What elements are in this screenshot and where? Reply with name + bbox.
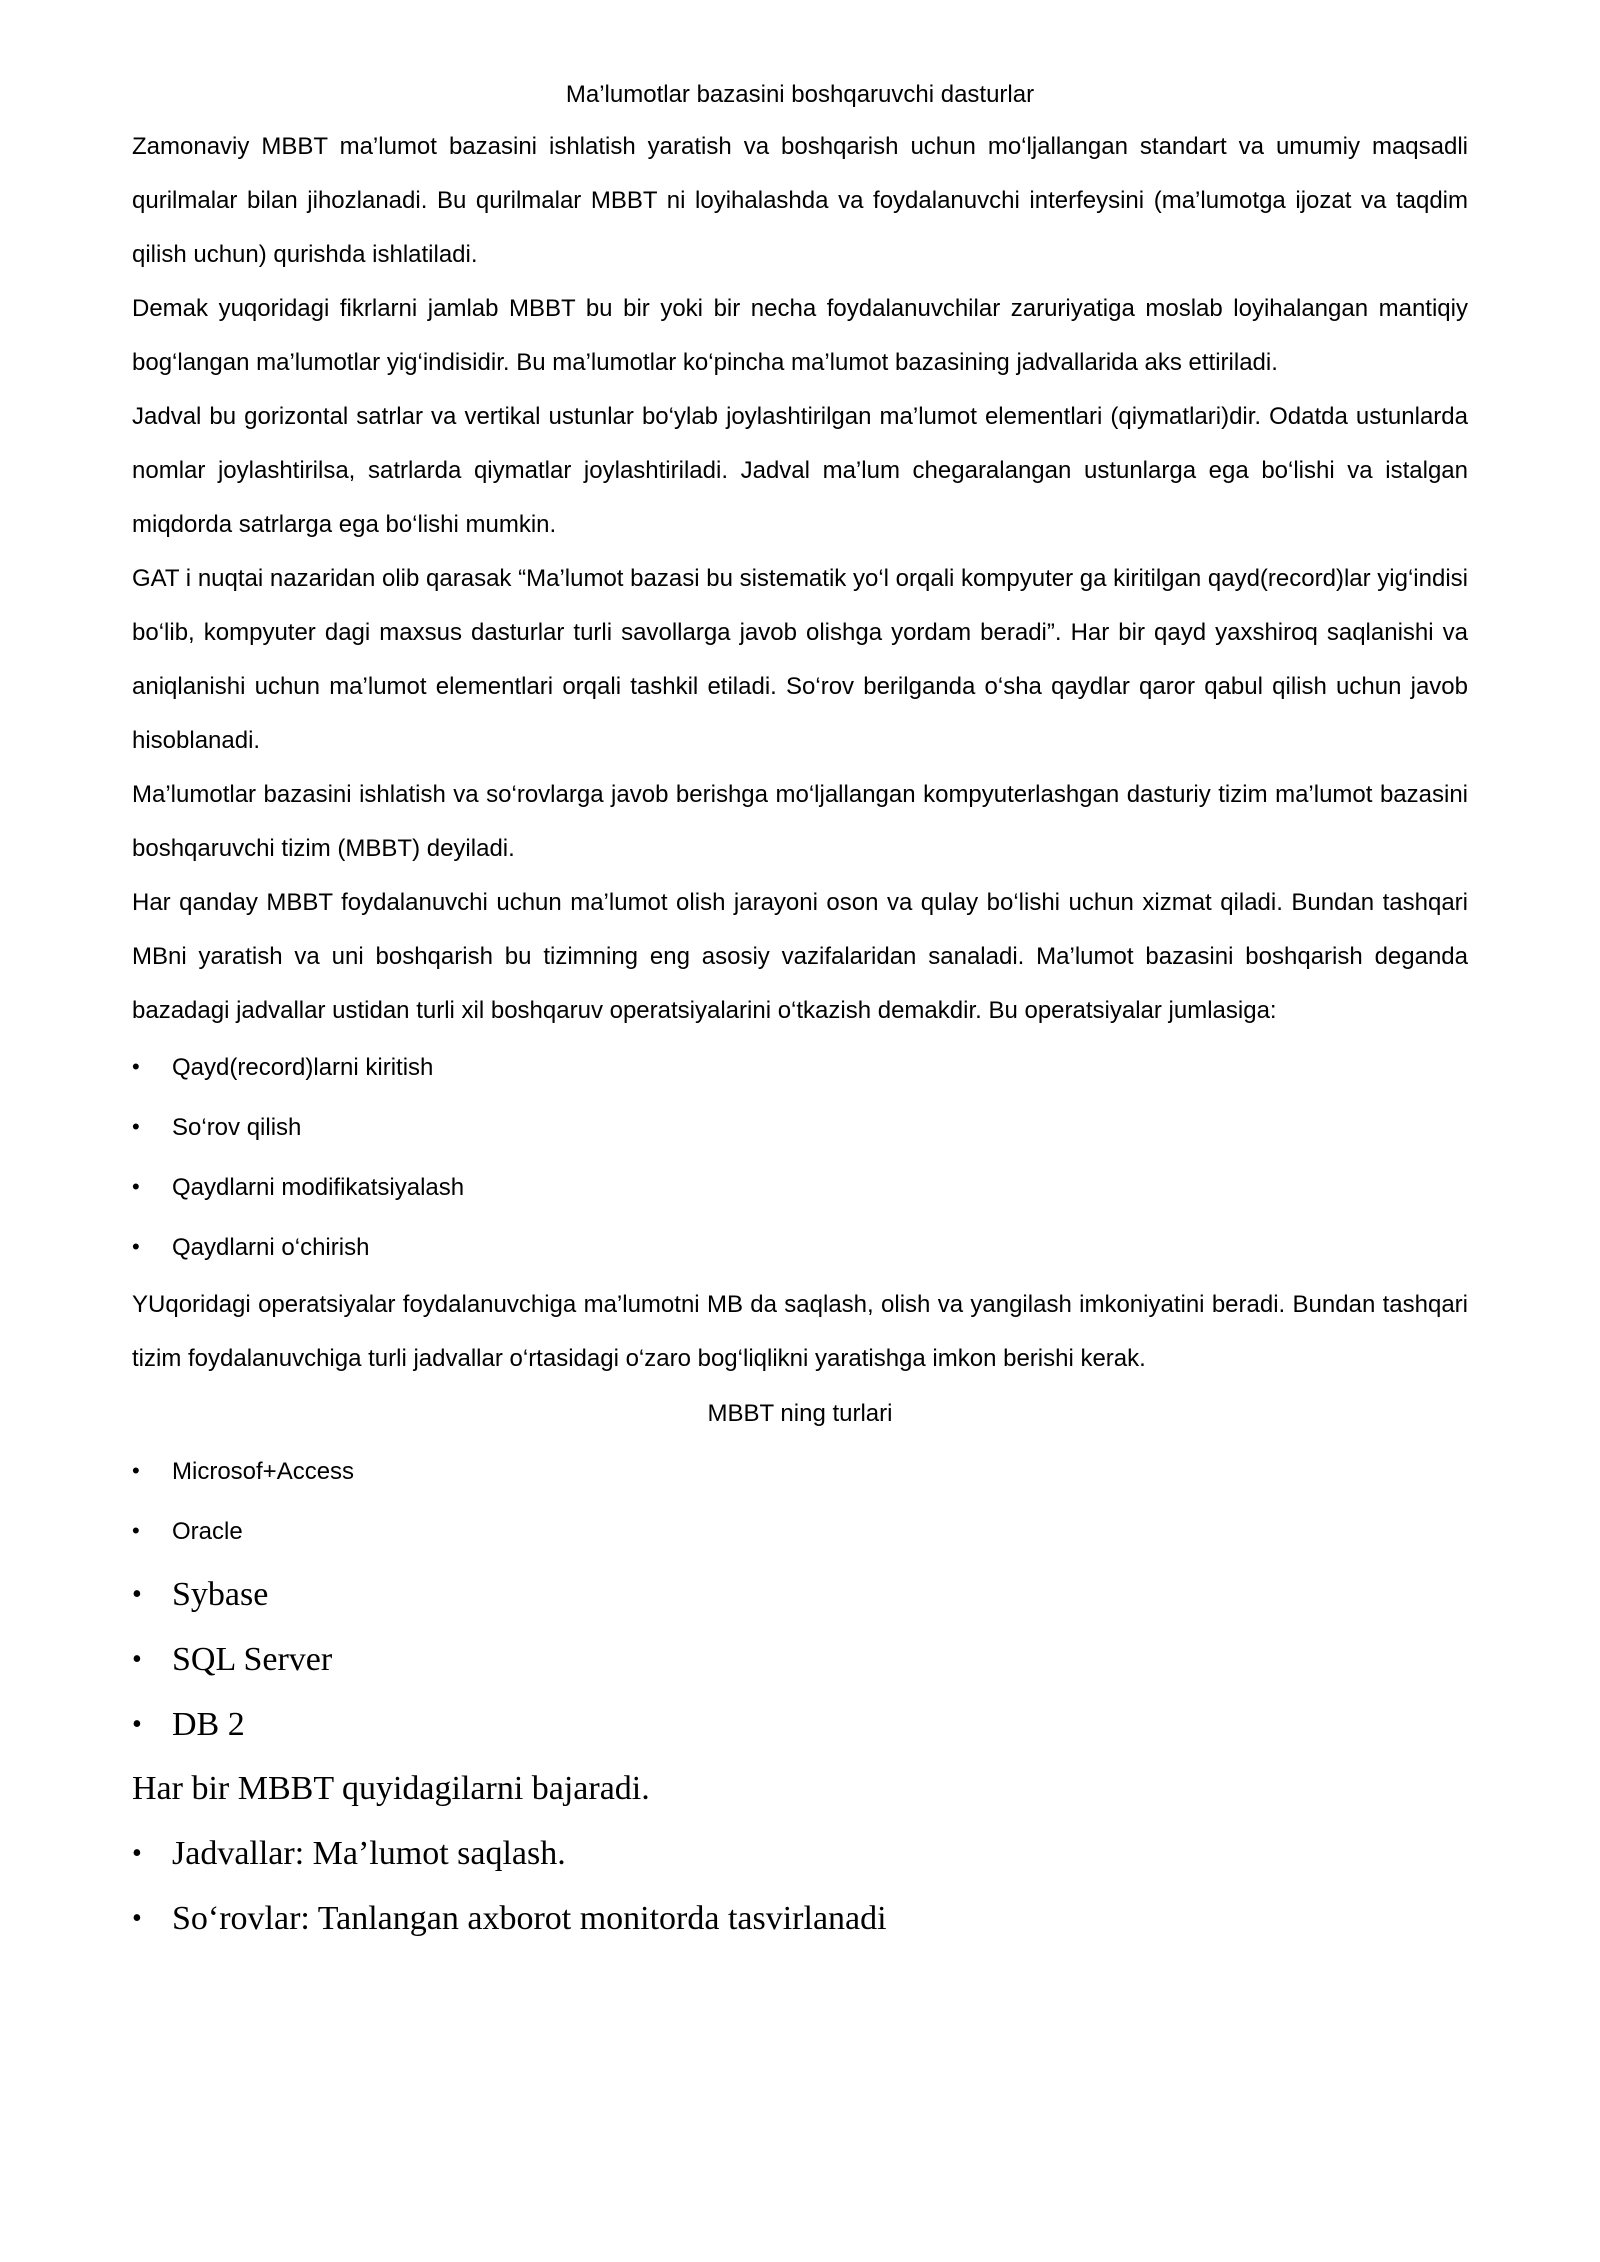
paragraph: YUqoridagi operatsiyalar foydalanuvchiga ma’lumotni MB da saqlash, olish va yangilash imkoniyatini beradi. Bundan tashqari tizim foydalanuvchiga turli jadvallar o‘rtasidagi o‘zaro bog‘liqlikni yaratishga imkon berishi kerak. [132, 1291, 1468, 1372]
list-item-text: SQL Server [172, 1641, 333, 1678]
types-list-large [132, 1562, 1468, 1757]
paragraph: Ma’lumotlar bazasini ishlatish va so‘rovlarga javob berishga mo‘ljallangan kompyuterlashgan dasturiy tizim ma’lumot bazasini boshqaruvchi tizim (MBBT) deyiladi. [132, 781, 1468, 862]
bullet-icon: • [132, 1234, 140, 1259]
bullet-icon: • [132, 1709, 142, 1740]
list-item-text: Microsof+Access [172, 1458, 355, 1485]
list-item-text: Jadvallar: Ma’lumot saqlash. [172, 1835, 566, 1872]
list-item-text: So‘rov qilish [172, 1114, 302, 1141]
bullet-icon: • [132, 1518, 140, 1543]
bullet-icon: • [132, 1838, 142, 1869]
list-item [132, 1442, 1468, 1502]
list-item [132, 1038, 1468, 1098]
paragraph: Demak yuqoridagi fikrlarni jamlab MBBT bu bir yoki bir necha foydalanuvchilar zaruriyatiga moslab loyihalangan mantiqiy bog‘langan ma’lumotlar yig‘indisidir. Bu ma’lumotlar ko‘pincha ma’lumot bazasining jadvallarida aks ettiriladi. [132, 295, 1468, 376]
functions-intro: Har bir MBBT quyidagilarni bajaradi. [132, 1770, 650, 1807]
operations-list [132, 1038, 1468, 1278]
intro-section [132, 120, 1468, 1038]
section-title: MBBT ning turlari [707, 1400, 893, 1427]
list-item-text: Qaydlarni modifikatsiyalash [172, 1174, 465, 1201]
list-item [132, 1627, 1468, 1692]
document-page [132, 70, 1468, 1951]
list-item [132, 1692, 1468, 1757]
list-item-text: DB 2 [172, 1706, 245, 1743]
list-item-text: So‘rovlar: Tanlangan axborot monitorda tasvirlanadi [172, 1900, 887, 1937]
bullet-icon: • [132, 1903, 142, 1934]
paragraph: Jadval bu gorizontal satrlar va vertikal ustunlar bo‘ylab joylashtirilgan ma’lumot elementlari (qiymatlari)dir. Odatda ustunlarda nomlar joylashtirilsa, satrlarda qiymatlar joylashtiriladi. Jadval ma’lum chegaralangan ustunlarga ega bo‘lishi va istalgan miqdorda satrlarga ega bo‘lishi mumkin. [132, 403, 1468, 538]
bullet-icon: • [132, 1114, 140, 1139]
list-item [132, 1502, 1468, 1562]
paragraph: GAT i nuqtai nazaridan olib qarasak “Ma’lumot bazasi bu sistematik yo‘l orqali kompyuter ga kiritilgan qayd(record)lar yig‘indisi bo‘lib, kompyuter dagi maxsus dasturlar turli savollarga javob olishga yordam beradi”. Har bir qayd yaxshiroq saqlanishi va aniqlanishi uchun ma’lumot elementlari orqali tashkil etiladi. So‘rov berilganda o‘sha qaydlar qaror qabul qilish uchun javob hisoblanadi. [132, 565, 1468, 754]
paragraph: Har qanday MBBT foydalanuvchi uchun ma’lumot olish jarayoni oson va qulay bo‘lishi uchun xizmat qiladi. Bundan tashqari MBni yaratish va uni boshqarish bu tizimning eng asosiy vazifalaridan sanaladi. Ma’lumot bazasini boshqarish deganda bazadagi jadvallar ustidan turli xil boshqaruv operatsiyalarini o‘tkazish demakdir. Bu operatsiyalar jumlasiga: [132, 889, 1468, 1024]
document-title: Ma’lumotlar bazasini boshqaruvchi dasturlar [565, 81, 1035, 108]
list-item [132, 1098, 1468, 1158]
paragraph: Zamonaviy MBBT ma’lumot bazasini ishlatish yaratish va boshqarish uchun mo‘ljallangan standart va umumiy maqsadli qurilmalar bilan jihozlanadi. Bu qurilmalar MBBT ni loyihalashda va foydalanuvchi interfeysini (ma’lumotga ijozat va taqdim qilish uchun) qurishda ishlatiladi. [132, 133, 1468, 268]
bullet-icon: • [132, 1174, 140, 1199]
bullet-icon: • [132, 1458, 140, 1483]
bullet-icon: • [132, 1579, 142, 1610]
list-item [132, 1886, 1468, 1951]
after-operations-section [132, 1278, 1468, 1386]
bullet-icon: • [132, 1644, 142, 1675]
list-item-text: Qaydlarni o‘chirish [172, 1234, 370, 1261]
list-item-text: Oracle [172, 1518, 243, 1545]
list-item [132, 1562, 1468, 1627]
list-item [132, 1218, 1468, 1278]
list-item [132, 1158, 1468, 1218]
list-item-text: Qayd(record)larni kiritish [172, 1054, 434, 1081]
list-item [132, 1821, 1468, 1886]
list-item-text: Sybase [172, 1576, 269, 1613]
bullet-icon: • [132, 1054, 140, 1079]
functions-list [132, 1821, 1468, 1951]
types-list [132, 1442, 1468, 1562]
